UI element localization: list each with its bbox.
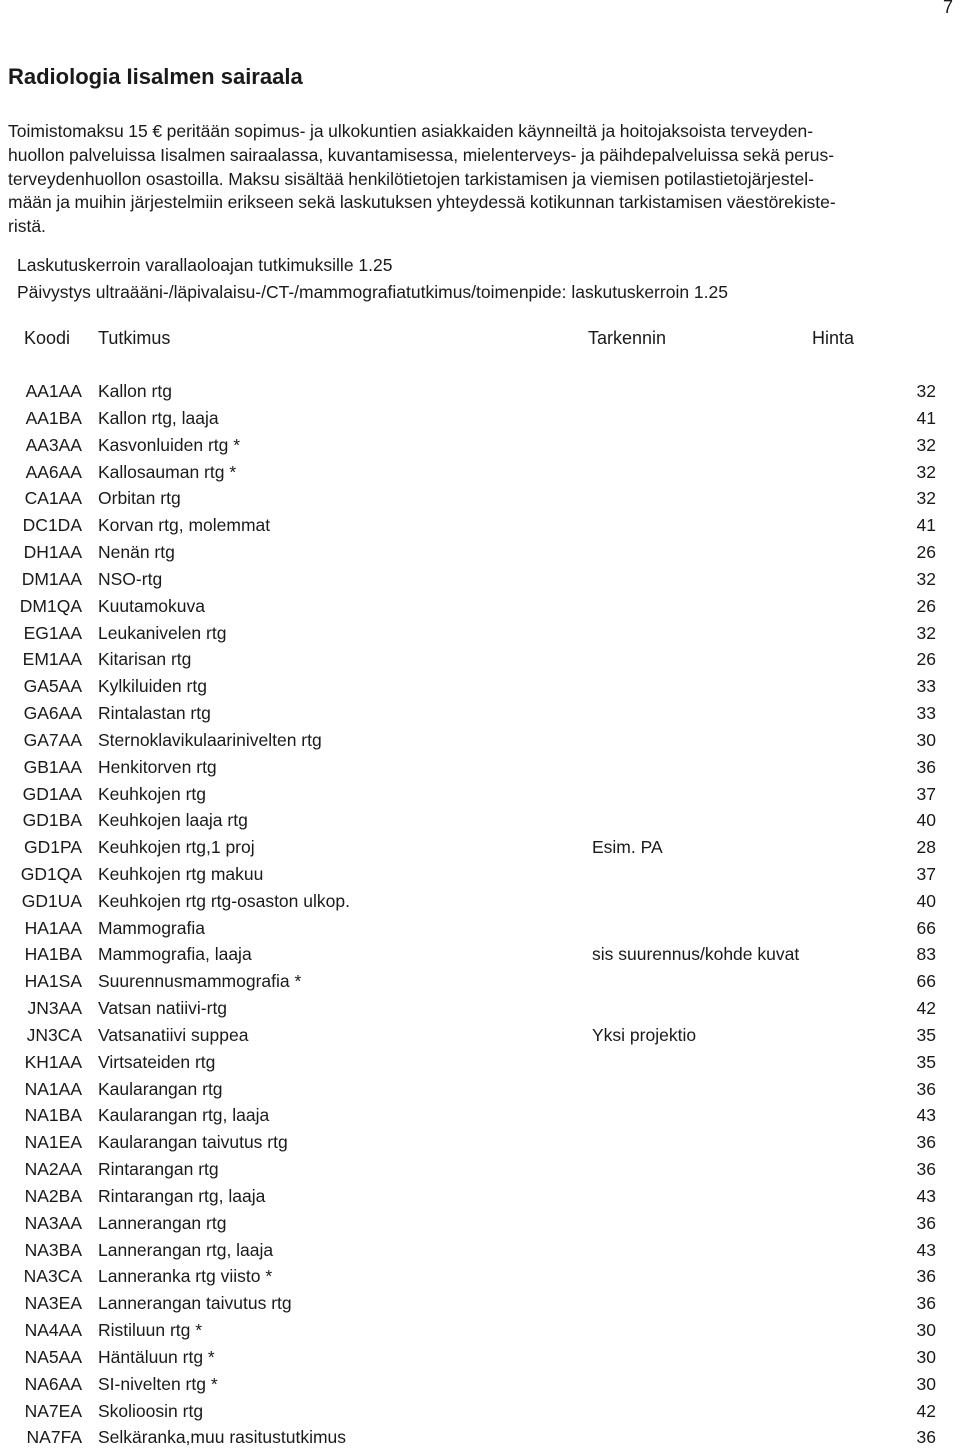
row-code: HA1BA [24,944,82,965]
table-row [0,941,960,967]
row-examination: Nenän rtg [98,542,175,562]
row-code: DM1AA [21,568,82,589]
table-row [0,1344,960,1370]
row-code: GB1AA [23,756,82,777]
row-price: 83 [916,944,936,965]
row-price: 36 [916,1427,936,1448]
row-examination: Rintarangan rtg, laaja [98,1185,266,1206]
row-price: 41 [916,407,936,428]
row-code: NA3BA [24,1239,82,1260]
row-price: 32 [916,488,936,509]
row-price: 37 [916,783,936,804]
row-price: 40 [916,810,936,831]
row-code: NA1EA [24,1132,82,1153]
table-row [0,754,960,780]
table-row [0,727,960,753]
row-examination: Ristiluun rtg * [98,1320,203,1340]
row-code: EG1AA [23,622,82,643]
row-price: 36 [916,1159,936,1180]
row-examination: Kaularangan rtg, laaja [98,1105,270,1126]
row-price: 37 [916,863,936,884]
row-examination: Skolioosin rtg [98,1400,204,1421]
row-price: 35 [916,1051,936,1072]
row-code: NA3AA [24,1212,82,1233]
row-price: 42 [916,1400,936,1421]
row-price: 30 [916,729,936,750]
intro-paragraph [8,120,953,239]
row-code: NA2AA [24,1159,82,1180]
header-code: Koodi [24,328,71,348]
row-examination: Sternoklavikulaarinivelten rtg [98,729,322,750]
row-examination: Vatsan natiivi-rtg [98,998,228,1019]
row-price: 33 [916,703,936,723]
row-price: 36 [916,1293,936,1314]
row-price: 26 [916,542,936,562]
row-code: CA1AA [24,488,82,509]
table-row [0,834,960,860]
row-examination: Virtsateiden rtg [98,1051,216,1072]
row-code: NA1BA [24,1105,82,1126]
row-code: GD1QA [20,863,82,884]
row-code: GD1AA [22,783,82,804]
table-row [0,593,960,619]
table-row [0,1398,960,1424]
table-row [0,1183,960,1209]
row-specifier: Yksi projektio [592,1024,697,1045]
row-price: 32 [916,461,936,482]
row-price: 30 [916,1320,936,1340]
row-price: 36 [916,756,936,777]
row-examination: Häntäluun rtg * [98,1346,215,1367]
row-code: JN3CA [26,1024,82,1045]
table-row [0,432,960,458]
row-examination: Keuhkojen rtg [98,783,206,804]
row-code: KH1AA [24,1051,82,1072]
billing-coefficient-emergency: Päivystys ultraääni-/läpivalaisu-/CT-/mammografiatutkimus/toimenpide: laskutuskerroin 1.25 [17,282,728,302]
row-code: AA3AA [25,434,82,455]
row-code: NA4AA [24,1320,82,1340]
row-examination: Kaularangan taivutus rtg [98,1132,288,1153]
header-examination: Tutkimus [98,328,171,348]
row-examination: Keuhkojen laaja rtg [98,810,248,831]
row-price: 42 [916,998,936,1019]
table-row [0,459,960,485]
row-examination: Leukanivelen rtg [98,622,227,643]
table-row [0,405,960,431]
row-examination: Suurennusmammografia * [98,971,302,992]
table-row [0,968,960,994]
intro-line: mään ja muihin järjestelmiin erikseen sekä laskutuksen yhteydessä kotikunnan tarkistamisen väestörekiste- [8,192,836,213]
table-row [0,1022,960,1048]
row-code: DM1QA [19,595,82,616]
row-code: EM1AA [22,649,82,670]
table-row [0,1317,960,1343]
row-examination: Kaularangan rtg [98,1078,223,1099]
table-row [0,646,960,672]
row-examination: Mammografia, laaja [98,944,252,965]
table-row [0,566,960,592]
row-price: 36 [916,1078,936,1099]
row-price: 43 [916,1239,936,1260]
table-row [0,485,960,511]
row-code: AA6AA [25,461,82,482]
intro-line: terveydenhuollon osastoilla. Maksu sisältää henkilötietojen tarkistamisen ja viemisen potilastietojärjestel- [8,168,814,189]
row-examination: Lanneranka rtg viisto * [98,1266,273,1287]
table-row [0,1129,960,1155]
row-code: DC1DA [22,515,82,536]
row-price: 35 [916,1024,936,1045]
table-row [0,1102,960,1128]
row-examination: Rintarangan rtg [98,1159,219,1180]
row-code: DH1AA [23,542,82,562]
row-examination: Kallon rtg, laaja [98,407,219,428]
table-row [0,673,960,699]
row-code: NA1AA [24,1078,82,1099]
row-examination: Lannerangan rtg, laaja [98,1239,274,1260]
row-price: 41 [916,515,936,536]
row-code: JN3AA [27,998,82,1019]
row-examination: Orbitan rtg [98,488,181,509]
row-examination: Vatsanatiivi suppea [98,1024,249,1045]
row-price: 66 [916,971,936,992]
row-examination: Kuutamokuva [98,595,206,616]
row-examination: Keuhkojen rtg rtg-osaston ulkop. [98,890,350,911]
table-row [0,620,960,646]
row-price: 36 [916,1132,936,1153]
row-code: AA1BA [25,407,82,428]
row-price: 43 [916,1185,936,1206]
row-code: GA5AA [23,676,82,697]
row-code: HA1SA [24,971,82,992]
intro-line: Toimistomaksu 15 € peritään sopimus- ja ulkokuntien asiakkaiden käynneiltä ja hoitojaksoista terveyden- [8,121,814,141]
row-price: 32 [916,622,936,643]
row-examination: Kallosauman rtg * [98,461,237,482]
row-code: GA7AA [23,729,82,750]
row-price: 40 [916,890,936,911]
header-price: Hinta [812,328,855,348]
table-row [0,1290,960,1316]
row-price: 32 [916,568,936,589]
row-price: 30 [916,1346,936,1367]
row-price: 30 [916,1373,936,1394]
row-code: NA3CA [23,1266,82,1287]
row-examination: Kitarisan rtg [98,649,192,670]
table-row [0,888,960,914]
table-row [0,512,960,538]
row-price: 26 [916,649,936,670]
page-title: Radiologia Iisalmen sairaala [8,64,303,89]
row-code: NA7EA [24,1400,82,1421]
page-number: 7 [942,0,953,17]
row-code: HA1AA [24,917,82,938]
row-examination: NSO-rtg [98,568,163,589]
table-row [0,861,960,887]
row-examination: Kallon rtg [98,381,172,401]
row-code: NA2BA [24,1185,82,1206]
row-examination: Rintalastan rtg [98,703,211,723]
row-examination: Mammografia [98,917,205,938]
header-specifier: Tarkennin [588,328,667,348]
row-examination: Selkäranka,muu rasitustutkimus [98,1427,347,1448]
table-row [0,378,960,404]
table-row [0,700,960,726]
billing-coefficient-standby: Laskutuskerroin varallaoloajan tutkimuksille 1.25 [17,255,393,275]
table-row [0,1210,960,1236]
row-code: GD1BA [22,810,82,831]
table-row [0,1237,960,1263]
row-price: 36 [916,1266,936,1287]
row-code: AA1AA [25,381,82,401]
table-row [0,1076,960,1102]
row-price: 36 [916,1212,936,1233]
row-examination: SI-nivelten rtg * [98,1373,218,1394]
row-price: 43 [916,1105,936,1126]
table-row [0,1424,960,1450]
row-code: GD1UA [21,890,82,911]
row-examination: Kylkiluiden rtg [98,676,207,697]
row-price: 32 [916,434,936,455]
table-row [0,1156,960,1182]
row-code: NA6AA [24,1373,82,1394]
table-row [0,1049,960,1075]
row-examination: Kasvonluiden rtg * [98,434,241,455]
table-row [0,995,960,1021]
intro-line: ristä. [8,216,46,237]
row-examination: Keuhkojen rtg,1 proj [98,837,255,858]
row-code: GD1PA [23,837,82,858]
row-examination: Keuhkojen rtg makuu [98,863,264,884]
table-row [0,915,960,941]
table-header [0,328,960,354]
row-specifier: Esim. PA [592,837,663,858]
row-code: NA5AA [24,1346,82,1367]
row-price: 32 [916,381,936,401]
table-row [0,807,960,833]
row-code: NA3EA [24,1293,82,1314]
table-row [0,1263,960,1289]
row-examination: Korvan rtg, molemmat [98,515,271,536]
row-specifier: sis suurennus/kohde kuvat [592,944,800,965]
row-price: 66 [916,917,936,938]
row-examination: Lannerangan taivutus rtg [98,1293,292,1314]
intro-line: huollon palveluissa Iisalmen sairaalassa, kuvantamisessa, mielenterveys- ja päihdepalveluissa sekä perus- [8,144,835,165]
row-price: 33 [916,676,936,697]
row-examination: Lannerangan rtg [98,1212,227,1233]
table-row [0,539,960,565]
row-price: 28 [916,837,936,858]
table-row [0,1371,960,1397]
row-code: GA6AA [23,703,82,723]
row-price: 26 [916,595,936,616]
table-row [0,781,960,807]
row-code: NA7FA [26,1427,82,1448]
row-examination: Henkitorven rtg [98,756,217,777]
